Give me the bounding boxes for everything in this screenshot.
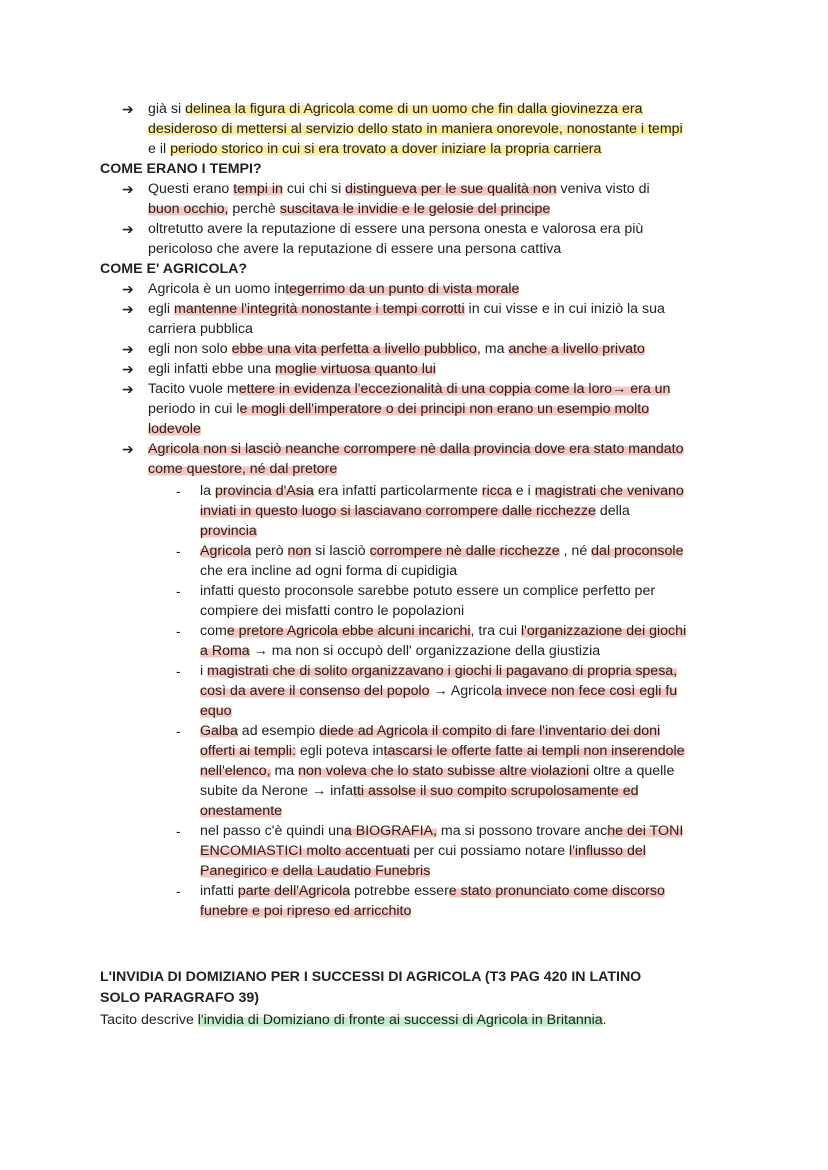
highlight-red: e stato pronunciato come discorso [448, 883, 665, 899]
dash-bullet-icon: - [176, 823, 181, 839]
arrow-bullet-icon: ➔ [122, 341, 134, 357]
text-span: la [200, 483, 215, 499]
text-span: . [602, 1012, 607, 1028]
highlight-red: magistrati che di solito organizzavano i giochi li pagavano di propria spesa, [207, 663, 678, 679]
text-line: che era incline ad ogni forma di cupidigia [200, 563, 458, 579]
highlight-red: tempi in [233, 181, 283, 197]
text-span: in cui visse e in cui iniziò la sua [464, 301, 665, 317]
text-span: si lasciò [311, 543, 370, 559]
text-span: Questi erano [148, 181, 234, 197]
text-span: infatti [200, 883, 238, 899]
text-span: → ma non si occupò dell' organizzazione della giustizia [249, 643, 601, 659]
text-span: egli poteva in [295, 743, 384, 759]
highlight-red: ettere in evidenza l'eccezionalità di una coppia come la loro→ era un [238, 381, 671, 397]
text-line [148, 279, 519, 299]
text-line [200, 821, 683, 841]
text-line [200, 661, 677, 681]
text-span: era infatti particolarmente [313, 483, 482, 499]
highlight-red: dal proconsole [591, 543, 684, 559]
arrow-bullet-icon: ➔ [122, 181, 134, 197]
text-line: infatti questo proconsole sarebbe potuto essere un complice perfetto per [200, 583, 656, 599]
text-span: subite da Nerone → infa [200, 783, 354, 799]
text-line [200, 881, 665, 901]
highlight-red: l'influsso del [569, 843, 646, 859]
text-span: , ma [476, 341, 509, 357]
text-line: pericoloso che avere la reputazione di essere una persona cattiva [148, 241, 562, 257]
text-line [148, 419, 201, 439]
text-span: e i [511, 483, 535, 499]
text-line [200, 861, 430, 881]
highlight-red: ENCOMIASTICI molto accentuati [200, 843, 410, 859]
text-line: carriera pubblica [148, 321, 253, 337]
text-line [148, 379, 670, 399]
highlight-red: Agricola non si lasciò neanche corrompere nè dalla provincia dove era stato mandato [148, 441, 684, 457]
dash-bullet-icon: - [176, 583, 181, 599]
text-span: → Agricol [429, 683, 495, 699]
arrow-bullet-icon: ➔ [122, 101, 134, 117]
arrow-bullet-icon: ➔ [122, 441, 134, 457]
text-span: egli infatti ebbe una [148, 361, 275, 377]
dash-bullet-icon: - [176, 623, 181, 639]
highlight-red: tascarsi le offerte fatte ai templi non inserendole [383, 743, 685, 759]
text-span: egli [148, 301, 175, 317]
highlight-red: parte dell'Agricola [237, 883, 351, 899]
highlight-red: magistrati che venivano [534, 483, 684, 499]
highlight-red: a invece non fece così egli fu [494, 683, 678, 699]
text-span: Tacito descrive [100, 1012, 198, 1028]
highlight-red: mantenne l'integrità nonostante i tempi corrotti [174, 301, 465, 317]
text-line [148, 339, 645, 359]
text-line: compiere dei misfatti contro le popolazioni [200, 603, 465, 619]
text-line [200, 641, 600, 661]
highlight-red: he dei TONI [607, 823, 684, 839]
highlight-red: non voleva che lo stato subisse altre violazioni [298, 763, 590, 779]
text-span: ma si possono trovare anc [436, 823, 608, 839]
highlight-red: moglie virtuosa quanto lui [275, 361, 436, 377]
text-line [200, 901, 411, 921]
dash-bullet-icon: - [176, 663, 181, 679]
highlight-red: equo [200, 703, 232, 719]
text-line [200, 541, 683, 561]
highlight-red: Galba [200, 723, 238, 739]
highlight-red: Agricola [200, 543, 252, 559]
highlight-red: offerti ai templi: [200, 743, 296, 759]
highlight-red: e mogli dell'imperatore o dei principi non erano un esempio molto [239, 401, 650, 417]
dash-bullet-icon: - [176, 883, 181, 899]
text-line [200, 681, 677, 701]
text-span: , né [559, 543, 592, 559]
highlight-red: a BIOGRAFIA, [343, 823, 437, 839]
text-span: com [200, 623, 227, 639]
dash-bullet-icon: - [176, 723, 181, 739]
text-span: potrebbe esser [350, 883, 449, 899]
text-line [200, 781, 638, 801]
text-line [148, 439, 684, 459]
text-line [148, 399, 649, 419]
arrow-bullet-icon: ➔ [122, 281, 134, 297]
text-line [200, 501, 630, 521]
section-heading: SOLO PARAGRAFO 39) [100, 990, 259, 1006]
text-span: cui chi si [282, 181, 346, 197]
text-line [200, 801, 282, 821]
highlight-red: nell'elenco, [200, 763, 271, 779]
text-line [200, 841, 646, 861]
highlight-green: l'invidia di Domiziano di fronte ai successi di Agricola in Britannia [197, 1012, 603, 1028]
highlight-red: e pretore Agricola ebbe alcuni incarichi [226, 623, 471, 639]
section-heading: L'INVIDIA DI DOMIZIANO PER I SUCCESSI DI AGRICOLA (T3 PAG 420 IN LATINO [100, 969, 642, 985]
highlight-red: buon occhio, [148, 201, 229, 217]
highlight-red: non [287, 543, 312, 559]
text-line [200, 621, 686, 641]
section-heading: COME E' AGRICOLA? [100, 261, 248, 277]
text-span: periodo in cui l [148, 401, 240, 417]
text-line [200, 701, 232, 721]
highlight-red: suscitava le invidie e le gelosie del principe [279, 201, 551, 217]
highlight-red: provincia [200, 523, 257, 539]
text-line [200, 521, 257, 541]
text-span: oltre a quelle [589, 763, 675, 779]
text-line [148, 139, 601, 159]
text-span: veniva visto di [556, 181, 650, 197]
highlight-red: distingueva per le sue qualità non [345, 181, 557, 197]
section-heading: COME ERANO I TEMPI? [100, 161, 262, 177]
text-line [200, 761, 674, 781]
highlight-red: lodevole [148, 421, 201, 437]
text-line [200, 481, 684, 501]
text-span: i [200, 663, 208, 679]
highlight-red: funebre e poi ripreso ed arricchito [200, 903, 412, 919]
highlight-red: a Roma [200, 643, 250, 659]
highlight-red: come questore, né dal pretore [148, 461, 338, 477]
highlight-red: provincia d'Asia [214, 483, 314, 499]
highlight-red: corrompere nè dalle ricchezze [369, 543, 560, 559]
text-span: e il [148, 141, 171, 157]
text-span: Agricola è un uomo in [148, 281, 286, 297]
text-line [148, 299, 665, 319]
text-span: già si [148, 101, 186, 117]
highlight-red: tti assolse il suo compito scrupolosamente ed [353, 783, 639, 799]
text-line [148, 99, 643, 119]
text-span: nel passo c'è quindi un [200, 823, 344, 839]
text-span: ma [270, 763, 299, 779]
text-line [148, 119, 683, 139]
highlight-yellow: desideroso di mettersi al servizio dello stato in maniera onorevole, nonostante i tempi [148, 121, 683, 137]
text-span: Tacito vuole m [148, 381, 239, 397]
highlight-red: così da avere il consenso del popolo [200, 683, 430, 699]
highlight-red: ebbe una vita perfetta a livello pubblico [231, 341, 477, 357]
highlight-yellow: delinea la figura di Agricola come di un uomo che fin dalla giovinezza era [185, 101, 643, 117]
text-line [148, 359, 436, 379]
text-line [200, 721, 660, 741]
highlight-red: l'organizzazione dei giochi [520, 623, 687, 639]
arrow-bullet-icon: ➔ [122, 221, 134, 237]
highlight-red: Panegirico e della Laudatio Funebris [200, 863, 431, 879]
text-line [148, 459, 337, 479]
arrow-bullet-icon: ➔ [122, 361, 134, 377]
text-span: però [251, 543, 288, 559]
text-span: per cui possiamo notare [409, 843, 570, 859]
arrow-bullet-icon: ➔ [122, 381, 134, 397]
text-line [148, 199, 550, 219]
highlight-red: ricca [481, 483, 512, 499]
highlight-red: anche a livello privato [508, 341, 645, 357]
highlight-red: diede ad Agricola il compito di fare l'inventario dei doni [319, 723, 661, 739]
arrow-bullet-icon: ➔ [122, 301, 134, 317]
text-span: ad esempio [237, 723, 320, 739]
dash-bullet-icon: - [176, 543, 181, 559]
text-span: , tra cui [470, 623, 521, 639]
highlight-yellow: periodo storico in cui si era trovato a dover iniziare la propria carriera [170, 141, 602, 157]
highlight-red: tegerrimo da un punto di vista morale [285, 281, 520, 297]
highlight-red: onestamente [200, 803, 283, 819]
text-span: egli non solo [148, 341, 232, 357]
text-line: oltretutto avere la reputazione di essere una persona onesta e valorosa era più [148, 221, 644, 237]
text-line [200, 741, 685, 761]
text-span: perchè [228, 201, 280, 217]
text-span: della [595, 503, 630, 519]
text-line [148, 179, 650, 199]
text-line [100, 1010, 607, 1030]
highlight-red: inviati in questo luogo si lasciavano corrompere dalle ricchezze [200, 503, 596, 519]
dash-bullet-icon: - [176, 483, 181, 499]
